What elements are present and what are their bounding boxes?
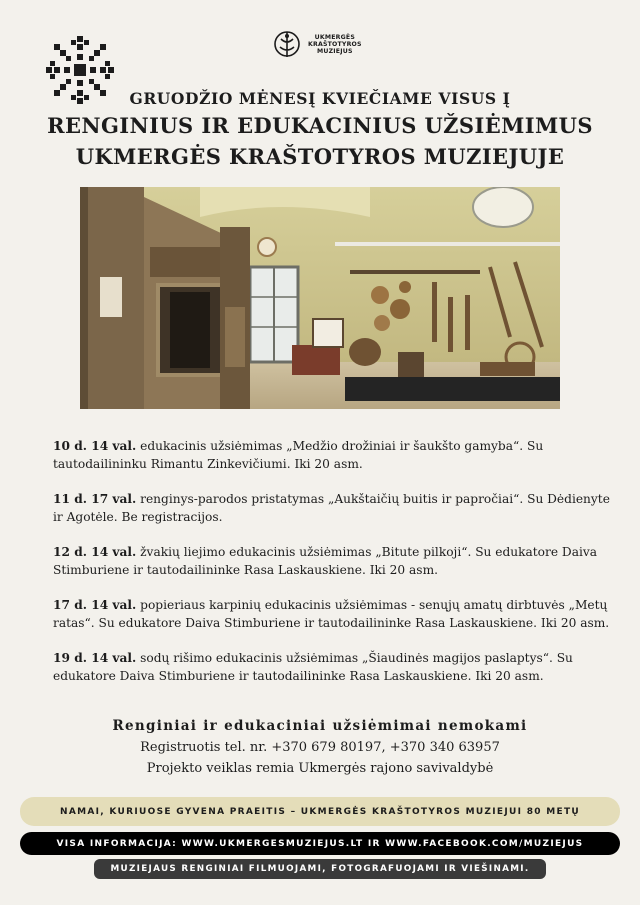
event-description: edukacinis užsiėmimas „Medžio drožiniai ir šaukšto gamyba“. Su tautodailininku Rimantu Zinkevičiumi. Iki 20 asm. bbox=[53, 439, 544, 471]
event-date: 19 d. 14 val. bbox=[53, 651, 137, 665]
event-date: 17 d. 14 val. bbox=[53, 598, 137, 612]
event-description: renginys-parodos pristatymas „Aukštaičių buitis ir papročiai“. Su Dėdienyte ir Agotėle. Be registracijos. bbox=[53, 492, 610, 524]
sponsor-notice: Projekto veiklas remia Ukmergės rajono savivaldybė bbox=[146, 761, 494, 776]
event-item bbox=[53, 649, 613, 685]
headline-museum: UKMERGĖS KRAŠTOTYROS MUZIEJUJE bbox=[75, 144, 565, 169]
museum-logo-text: UKMERGĖS KRAŠTOTYROS MUZIEJUS bbox=[308, 33, 362, 55]
event-date: 11 d. 17 val. bbox=[53, 492, 137, 506]
event-description: popieriaus karpinių edukacinis užsiėmimas - senųjų amatų dirbtuvės „Metų ratas“. Su edukatore Daiva Stimburiene ir tautodailininke Rasa Laskauskiene. Iki 20 asm. bbox=[53, 598, 610, 630]
event-item bbox=[53, 543, 613, 579]
headline-events: RENGINIUS IR EDUKACINIUS UŽSIĖMIMUS bbox=[47, 113, 593, 138]
museum-interior-photo bbox=[80, 187, 560, 409]
event-item bbox=[53, 596, 613, 632]
free-events-notice: Renginiai ir edukaciniai užsiėmimai nemokami bbox=[112, 718, 528, 734]
event-description: sodų rišimo edukacinis užsiėmimas „Šiaudinės magijos paslaptys“. Su edukatore Daiva Stimburiene ir tautodailininke Rasa Laskauskiene. Iki 20 asm. bbox=[53, 651, 573, 683]
info-links-banner[interactable]: VISA INFORMACIJA: WWW.UKMERGESMUZIEJUS.LT IR WWW.FACEBOOK.COM/MUZIEJUS bbox=[20, 832, 620, 855]
museum-logo bbox=[272, 26, 382, 62]
anniversary-banner: NAMAI, KURIUOSE GYVENA PRAEITIS – UKMERGĖS KRAŠTOTYROS MUZIEJUI 80 METŲ bbox=[20, 797, 620, 826]
event-item bbox=[53, 490, 613, 526]
events-list bbox=[53, 437, 613, 702]
event-date: 10 d. 14 val. bbox=[53, 439, 137, 453]
registration-phone: Registruotis tel. nr. +370 679 80197, +370 340 63957 bbox=[140, 740, 500, 755]
headline-invite: GRUODŽIO MĖNESĮ KVIEČIAME VISUS Į bbox=[129, 89, 511, 108]
media-notice-banner: MUZIEJAUS RENGINIAI FILMUOJAMI, FOTOGRAFUOJAMI IR VIEŠINAMI. bbox=[94, 859, 546, 879]
event-description: žvakių liejimo edukacinis užsiėmimas „Bitute pilkoji“. Su edukatore Daiva Stimburiene ir tautodailininke Rasa Laskauskiene. Iki 20 asm. bbox=[53, 545, 598, 577]
event-date: 12 d. 14 val. bbox=[53, 545, 137, 559]
event-item bbox=[53, 437, 613, 473]
museum-emblem-icon bbox=[272, 27, 302, 61]
